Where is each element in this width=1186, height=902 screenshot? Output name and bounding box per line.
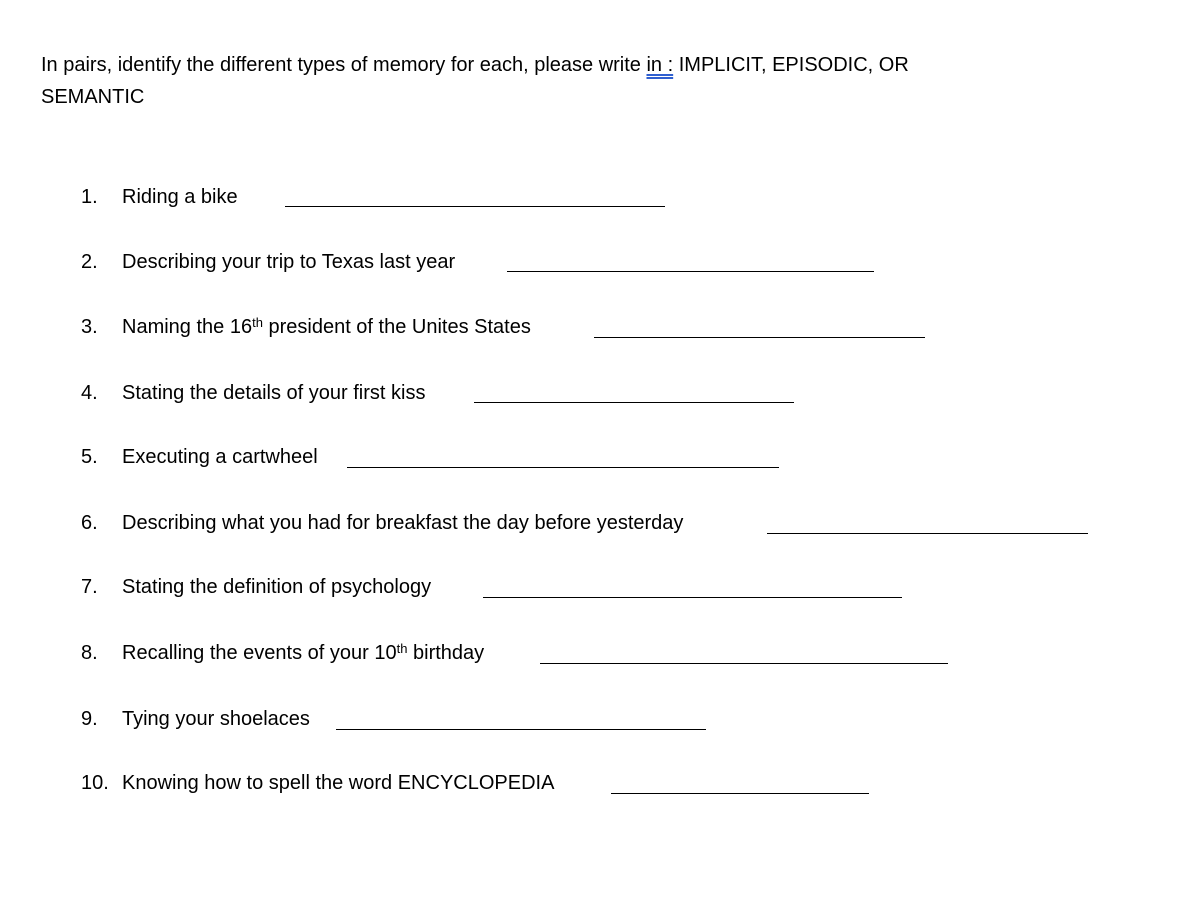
question-text: Describing your trip to Texas last year (122, 251, 456, 273)
memory-options-continued: SEMANTIC (41, 86, 145, 108)
instructions-text: In pairs, identify the different types of memory for each, please write (41, 54, 641, 76)
answer-blank-2[interactable] (507, 271, 874, 272)
question-1 (81, 181, 238, 213)
question-text-end: president of the Unites States (262, 316, 531, 338)
question-number: 6. (81, 512, 98, 534)
ordinal-suffix: th (396, 641, 408, 656)
question-number: 2. (81, 251, 98, 273)
question-text-end: birthday (407, 642, 485, 664)
question-text: Tying your shoelaces (122, 708, 310, 730)
question-text: Executing a cartwheel (122, 446, 318, 468)
question-8 (81, 637, 484, 669)
question-6 (81, 507, 683, 539)
question-10 (81, 767, 554, 799)
question-number: 1. (81, 186, 98, 208)
answer-blank-10[interactable] (611, 793, 869, 794)
ordinal-suffix: th (252, 315, 263, 330)
question-text: Describing what you had for breakfast the day before yesterday (122, 512, 684, 534)
question-5 (81, 441, 318, 473)
question-7 (81, 571, 431, 603)
question-9 (81, 703, 310, 735)
question-number: 8. (81, 642, 98, 664)
instructions (41, 49, 1041, 113)
answer-blank-1[interactable] (285, 206, 665, 207)
question-text: Stating the details of your first kiss (122, 382, 426, 404)
question-number: 10. (81, 772, 109, 794)
answer-blank-7[interactable] (483, 597, 902, 598)
memory-options: IMPLICIT, EPISODIC, OR (678, 54, 909, 76)
question-text-start: Recalling the events of your 10 (122, 642, 397, 664)
question-text: Stating the definition of psychology (122, 576, 432, 598)
answer-blank-6[interactable] (767, 533, 1088, 534)
question-text: Riding a bike (122, 186, 238, 208)
answer-blank-4[interactable] (474, 402, 794, 403)
answer-blank-9[interactable] (336, 729, 706, 730)
question-text-start: Naming the 16 (122, 316, 253, 338)
question-number: 5. (81, 446, 98, 468)
answer-blank-5[interactable] (347, 467, 779, 468)
answer-blank-8[interactable] (540, 663, 948, 664)
question-4 (81, 377, 425, 409)
question-number: 9. (81, 708, 98, 730)
question-number: 4. (81, 382, 98, 404)
answer-blank-3[interactable] (594, 337, 925, 338)
question-2 (81, 246, 455, 278)
question-3 (81, 311, 531, 343)
question-number: 7. (81, 576, 98, 598)
question-text: Knowing how to spell the word ENCYCLOPEDIA (122, 772, 555, 794)
underlined-word: in : (646, 54, 674, 76)
question-number: 3. (81, 316, 98, 338)
